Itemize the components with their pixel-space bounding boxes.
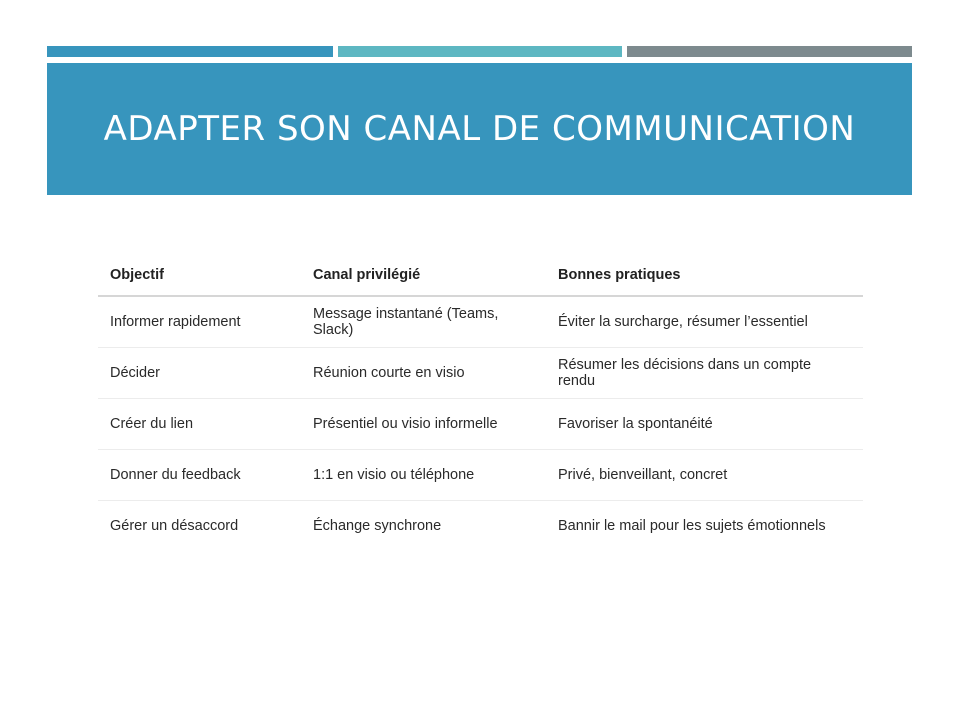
cell-pratiques: Bannir le mail pour les sujets émotionnels: [558, 518, 826, 534]
cell-objectif: Décider: [98, 348, 301, 399]
table-row: [98, 399, 863, 450]
accent-bar-right: [627, 46, 912, 57]
cell-canal: Message instantané (Teams, Slack): [301, 296, 546, 348]
header-canal: Canal privilégié: [301, 255, 546, 296]
cell-objectif: Donner du feedback: [98, 450, 301, 501]
cell-pratiques: Privé, bienveillant, concret: [546, 450, 863, 501]
table-row: [98, 296, 863, 348]
channel-table: [98, 255, 863, 551]
cell-canal: Présentiel ou visio informelle: [301, 399, 546, 450]
cell-pratiques: Favoriser la spontanéité: [546, 399, 863, 450]
table-row: [98, 348, 863, 399]
header-objectif: Objectif: [98, 255, 301, 296]
table-row: [98, 450, 863, 501]
accent-bar-left: [47, 46, 333, 57]
cell-canal: 1:1 en visio ou téléphone: [301, 450, 546, 501]
cell-pratiques: Éviter la surcharge, résumer l’essentiel: [546, 296, 863, 348]
table-header-row: [98, 255, 863, 296]
table-row: [98, 501, 863, 552]
cell-objectif: Créer du lien: [98, 399, 301, 450]
cell-canal: Réunion courte en visio: [301, 348, 546, 399]
header-bonnes-pratiques: Bonnes pratiques: [546, 255, 863, 296]
cell-objectif: Gérer un désaccord: [110, 518, 239, 534]
title-banner: [47, 63, 912, 195]
cell-objectif: Informer rapidement: [98, 296, 301, 348]
cell-canal: Échange synchrone: [313, 518, 442, 534]
cell-pratiques: Résumer les décisions dans un compte rendu: [546, 348, 863, 399]
accent-bar-middle: [338, 46, 622, 57]
slide-title: ADAPTER SON CANAL DE COMMUNICATION: [103, 109, 856, 149]
